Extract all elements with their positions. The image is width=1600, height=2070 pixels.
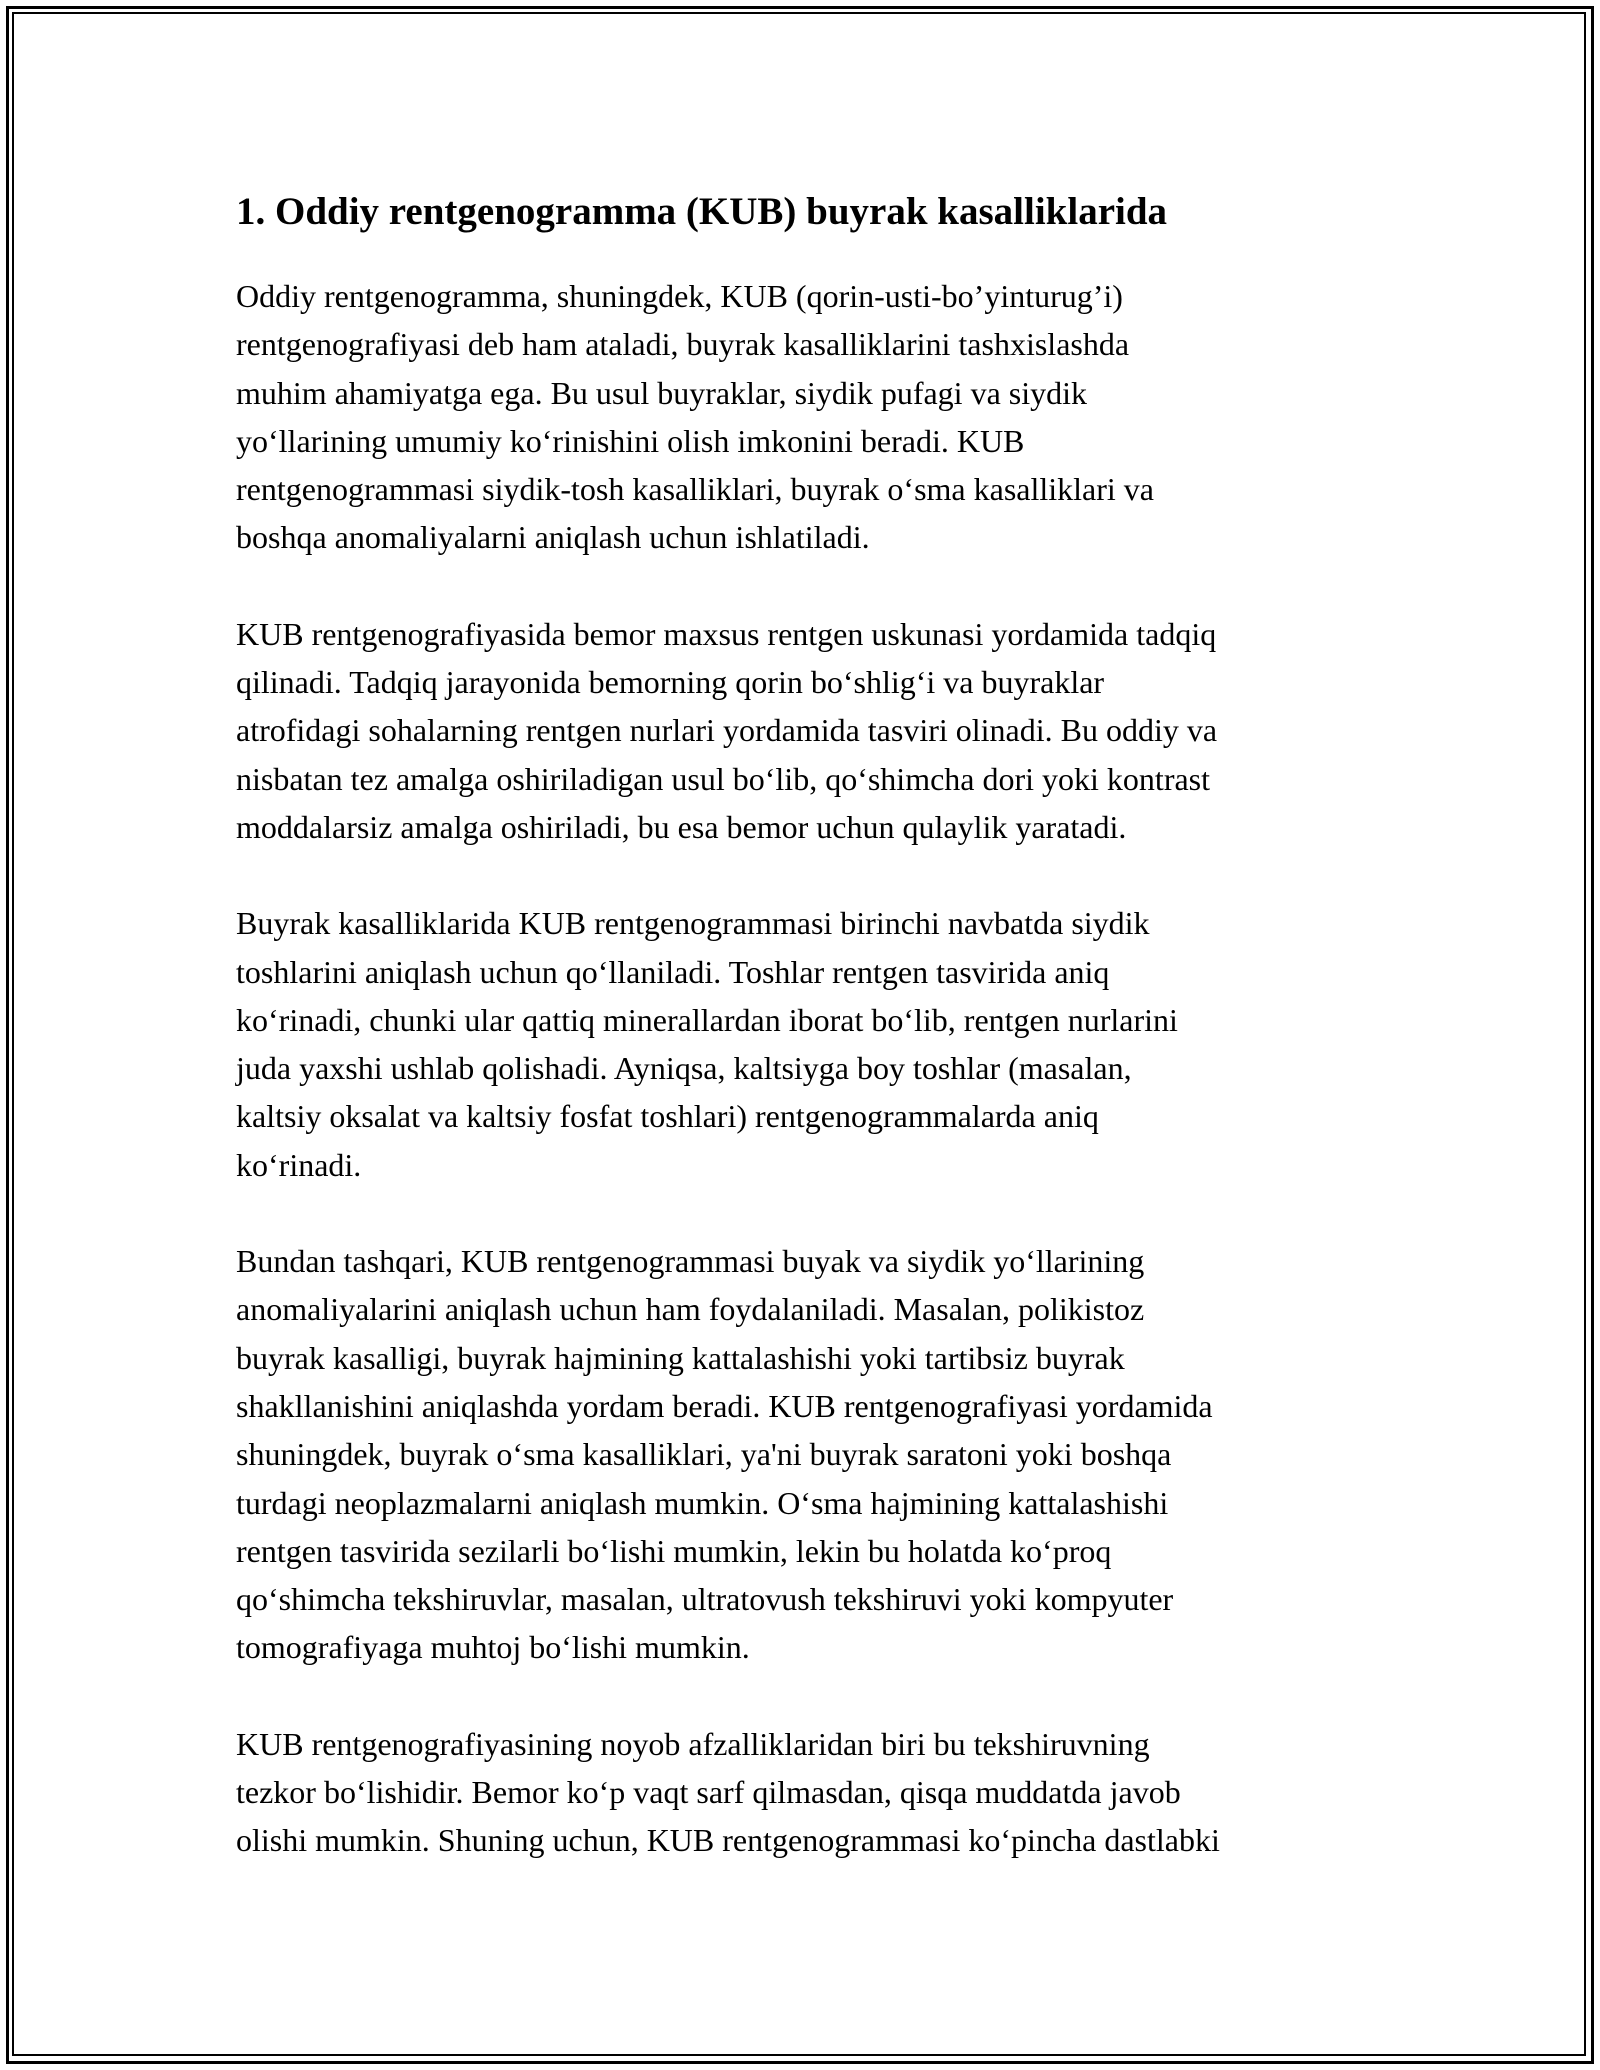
text-line: KUB rentgenografiyasining noyob afzalliklaridan biri bu tekshiruvning [236,1725,1150,1762]
section-heading: 1. Oddiy rentgenogramma (KUB) buyrak kasalliklarida [236,190,1168,233]
paragraph [236,1720,1366,1865]
text-line: rentgen tasvirida sezilarli bo‘lishi mumkin, lekin bu holatda ko‘proq [236,1532,1112,1569]
text-line: juda yaxshi ushlab qolishadi. Ayniqsa, kaltsiyga boy toshlar (masalan, [236,1050,1132,1087]
text-line: boshqa anomaliyalarni aniqlash uchun ishlatiladi. [236,519,870,556]
text-line: moddalarsiz amalga oshiriladi, bu esa bemor uchun qulaylik yaratadi. [236,808,1127,845]
text-line: buyrak kasalligi, buyrak hajmining kattalashishi yoki tartibsiz buyrak [236,1339,1125,1376]
paragraph [236,610,1366,851]
document-body [236,186,1366,1913]
text-line: muhim ahamiyatga ega. Bu usul buyraklar, siydik pufagi va siydik [236,374,1087,411]
text-line: toshlarini aniqlash uchun qo‘llaniladi. Toshlar rentgen tasvirida aniq [236,953,1110,990]
text-line: nisbatan tez amalga oshiriladigan usul bo‘lib, qo‘shimcha dori yoki kontrast [236,760,1211,797]
text-line: atrofidagi sohalarning rentgen nurlari yordamida tasviri olinadi. Bu oddiy va [236,712,1218,749]
paragraph-list [236,272,1366,1865]
text-line: tomografiyaga muhtoj bo‘lishi mumkin. [236,1629,750,1666]
text-line: Buyrak kasalliklarida KUB rentgenogrammasi birinchi navbatda siydik [236,905,1150,942]
text-line: rentgenografiyasi deb ham ataladi, buyrak kasalliklarini tashxislashda [236,326,1130,363]
text-line: turdagi neoplazmalarni aniqlash mumkin. O‘sma hajmining kattalashishi [236,1484,1169,1521]
text-line: ko‘rinadi, chunki ular qattiq minerallardan iborat bo‘lib, rentgen nurlarini [236,1001,1178,1038]
text-line: anomaliyalarini aniqlash uchun ham foydalaniladi. Masalan, polikistoz [236,1291,1145,1328]
paragraph [236,272,1366,562]
text-line: kaltsiy oksalat va kaltsiy fosfat toshlari) rentgenogrammalarda aniq [236,1098,1099,1135]
text-line: olishi mumkin. Shuning uchun, KUB rentgenogrammasi ko‘pincha dastlabki [236,1822,1220,1859]
text-line: rentgenogrammasi siydik-tosh kasalliklari, buyrak o‘sma kasalliklari va [236,471,1154,508]
text-line: shuningdek, buyrak o‘sma kasalliklari, ya'ni buyrak saratoni yoki boshqa [236,1436,1172,1473]
text-line: shakllanishini aniqlashda yordam beradi. KUB rentgenografiyasi yordamida [236,1387,1213,1424]
paragraph [236,899,1366,1189]
text-line: tezkor bo‘lishidir. Bemor ko‘p vaqt sarf qilmasdan, qisqa muddatda javob [236,1774,1181,1811]
text-line: qilinadi. Tadqiq jarayonida bemorning qorin bo‘shlig‘i va buyraklar [236,664,1105,701]
text-line: qo‘shimcha tekshiruvlar, masalan, ultratovush tekshiruvi yoki kompyuter [236,1581,1174,1618]
text-line: Bundan tashqari, KUB rentgenogrammasi buyak va siydik yo‘llarining [236,1243,1145,1280]
text-line: KUB rentgenografiyasida bemor maxsus rentgen uskunasi yordamida tadqiq [236,615,1217,652]
text-line: ko‘rinadi. [236,1146,362,1183]
paragraph [236,1237,1366,1672]
text-line: Oddiy rentgenogramma, shuningdek, KUB (qorin-usti-bo’yinturug’i) [236,278,1123,314]
text-line: yo‘llarining umumiy ko‘rinishini olish imkonini beradi. KUB [236,422,1025,459]
